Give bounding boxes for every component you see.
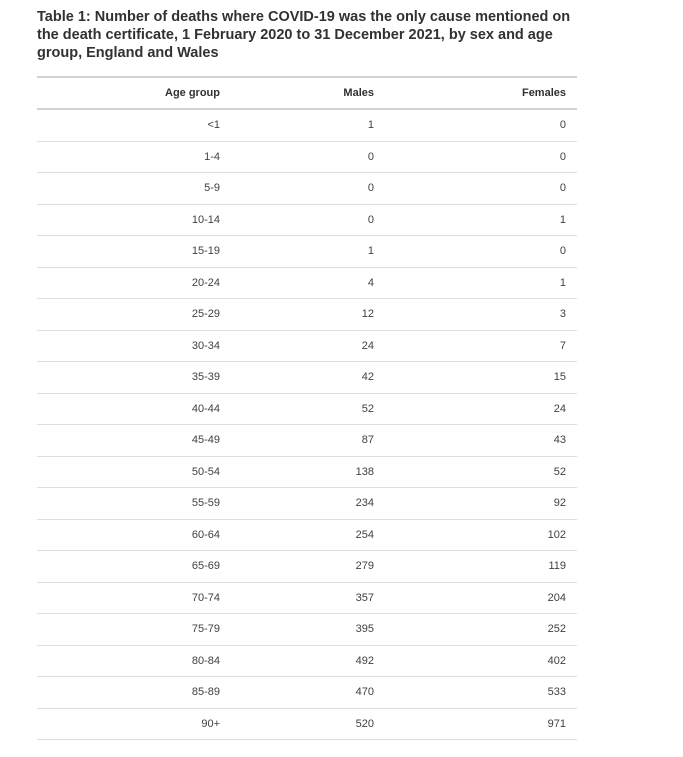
cell-males: 357: [231, 582, 385, 614]
cell-males: 12: [231, 299, 385, 331]
cell-males: 520: [231, 708, 385, 740]
cell-males: 1: [231, 236, 385, 268]
table-row: [37, 362, 577, 394]
cell-females: 0: [385, 109, 577, 141]
table-row: [37, 173, 577, 205]
cell-females: 0: [385, 236, 577, 268]
table-row: [37, 582, 577, 614]
cell-females: 102: [385, 519, 577, 551]
cell-age-group: 55-59: [37, 488, 231, 520]
cell-age-group: 25-29: [37, 299, 231, 331]
table-row: [37, 425, 577, 457]
cell-age-group: 40-44: [37, 393, 231, 425]
cell-males: 0: [231, 204, 385, 236]
cell-females: 3: [385, 299, 577, 331]
table-row: [37, 645, 577, 677]
table-row: [37, 141, 577, 173]
cell-females: 119: [385, 551, 577, 583]
table-row: [37, 551, 577, 583]
table-row: [37, 708, 577, 740]
cell-age-group: 5-9: [37, 173, 231, 205]
cell-females: 43: [385, 425, 577, 457]
table-row: [37, 614, 577, 646]
table-container: [37, 8, 577, 740]
header-females: Females: [385, 77, 577, 109]
cell-males: 4: [231, 267, 385, 299]
cell-females: 0: [385, 173, 577, 205]
cell-age-group: 35-39: [37, 362, 231, 394]
cell-females: 402: [385, 645, 577, 677]
cell-females: 1: [385, 204, 577, 236]
cell-age-group: 30-34: [37, 330, 231, 362]
cell-females: 15: [385, 362, 577, 394]
cell-males: 138: [231, 456, 385, 488]
table-row: [37, 393, 577, 425]
table-row: [37, 488, 577, 520]
cell-females: 52: [385, 456, 577, 488]
cell-males: 254: [231, 519, 385, 551]
cell-age-group: <1: [37, 109, 231, 141]
table-row: [37, 677, 577, 709]
cell-age-group: 15-19: [37, 236, 231, 268]
cell-males: 1: [231, 109, 385, 141]
table-row: [37, 299, 577, 331]
cell-females: 92: [385, 488, 577, 520]
cell-age-group: 60-64: [37, 519, 231, 551]
cell-age-group: 85-89: [37, 677, 231, 709]
cell-females: 1: [385, 267, 577, 299]
cell-males: 0: [231, 173, 385, 205]
cell-males: 0: [231, 141, 385, 173]
cell-males: 279: [231, 551, 385, 583]
cell-females: 24: [385, 393, 577, 425]
table-caption: Table 1: Number of deaths where COVID-19 was the only cause mentioned on the death certificate, 1 February 2020 to 31 December 2021, by sex and age group, England and Wales: [37, 9, 571, 61]
cell-age-group: 65-69: [37, 551, 231, 583]
cell-males: 42: [231, 362, 385, 394]
header-age-group: Age group: [37, 77, 231, 109]
table-head: [37, 77, 577, 109]
cell-age-group: 45-49: [37, 425, 231, 457]
table-body: [37, 109, 577, 740]
cell-age-group: 20-24: [37, 267, 231, 299]
table-row: [37, 330, 577, 362]
header-males: Males: [231, 77, 385, 109]
cell-age-group: 1-4: [37, 141, 231, 173]
cell-females: 7: [385, 330, 577, 362]
deaths-table: [37, 76, 577, 740]
header-row: [37, 77, 577, 109]
table-row: [37, 456, 577, 488]
cell-males: 87: [231, 425, 385, 457]
cell-males: 52: [231, 393, 385, 425]
cell-age-group: 70-74: [37, 582, 231, 614]
cell-males: 395: [231, 614, 385, 646]
cell-females: 971: [385, 708, 577, 740]
table-row: [37, 519, 577, 551]
table-row: [37, 267, 577, 299]
cell-age-group: 80-84: [37, 645, 231, 677]
cell-females: 252: [385, 614, 577, 646]
table-row: [37, 109, 577, 141]
cell-males: 24: [231, 330, 385, 362]
cell-age-group: 75-79: [37, 614, 231, 646]
cell-females: 204: [385, 582, 577, 614]
cell-females: 0: [385, 141, 577, 173]
cell-age-group: 90+: [37, 708, 231, 740]
cell-males: 234: [231, 488, 385, 520]
cell-age-group: 10-14: [37, 204, 231, 236]
cell-males: 470: [231, 677, 385, 709]
cell-males: 492: [231, 645, 385, 677]
cell-age-group: 50-54: [37, 456, 231, 488]
table-row: [37, 204, 577, 236]
table-row: [37, 236, 577, 268]
cell-females: 533: [385, 677, 577, 709]
